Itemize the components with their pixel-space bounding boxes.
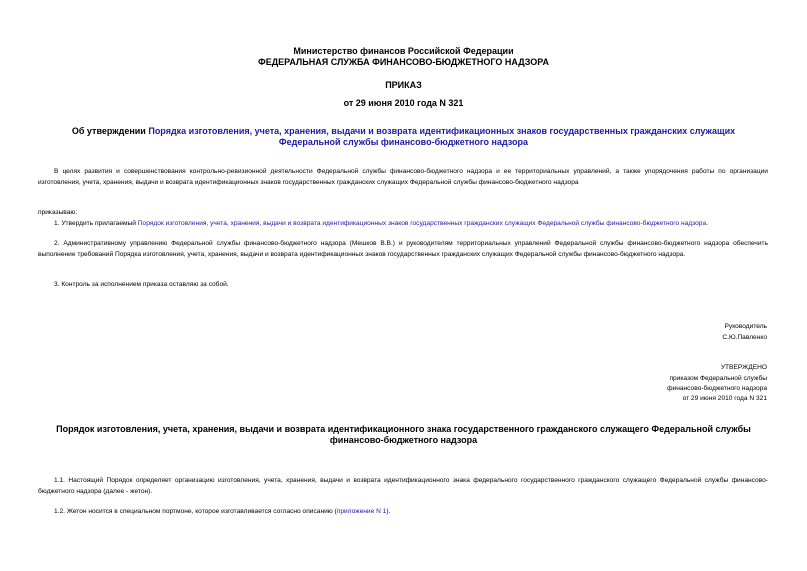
item-1-link[interactable]: Порядок изготовления, учета, хранения, выдачи и возврата идентификационных знаков государственных гражданских служащих Федеральной службы финансово-бюджетного надзора: [137, 220, 707, 227]
agency-name: ФЕДЕРАЛЬНАЯ СЛУЖБА ФИНАНСОВО-БЮДЖЕТНОГО НАДЗОРА: [258, 57, 549, 67]
procedure-p2-suffix: ).: [386, 508, 391, 515]
item-1-suffix: .: [706, 220, 708, 227]
ministry-name: Министерство финансов Российской Федерации: [293, 46, 514, 56]
order-title: [40, 126, 767, 148]
order-title-prefix: Об утверждении: [71, 126, 149, 136]
preamble: В целях развития и совершенствования контрольно-ревизионной деятельности Федеральной службы финансово-бюджетного надзора и ее территориальных управлений, а также упорядочения работы по организации изготовления, учета, хранения, выдачи и возврата идентификационных знаков государственных гражданских служащих Федеральной службы финансово-бюджетного надзора: [38, 168, 768, 186]
item-1: [38, 218, 768, 229]
approval-stamp-2: приказом Федеральной службы: [669, 375, 767, 382]
procedure-p2: [38, 506, 768, 517]
order-word: приказываю:: [38, 209, 78, 216]
doc-date: от 29 июня 2010 года N 321: [343, 98, 464, 108]
order-title-link[interactable]: Порядка изготовления, учета, хранения, выдачи и возврата идентификационных знаков государственных гражданских служащих Федеральной службы финансово-бюджетного надзора: [148, 126, 736, 147]
doc-type: ПРИКАЗ: [385, 80, 422, 90]
signature-position: Руководитель: [724, 323, 767, 330]
item-2: 2. Административному управлению Федеральной службы финансово-бюджетного надзора (Мешков В.В.) и руководителям территориальных управлений Федеральной службы финансово-бюджетного надзора обеспечить выполнение требований Порядка изготовления, учета, хранения, выдачи и возврата идентификационных знаков государственных гражданских служащих Федеральной службы финансово-бюджетного надзора.: [38, 240, 768, 258]
item-1-prefix: 1. Утвердить прилагаемый: [54, 220, 138, 227]
procedure-title: Порядок изготовления, учета, хранения, выдачи и возврата идентификационного знака государственного гражданского служащего Федеральной службы финансово-бюджетного надзора: [56, 424, 751, 445]
procedure-p1: 1.1. Настоящий Порядок определяет организацию изготовления, учета, хранения, выдачи и возврата идентификационного знака федерального государственного гражданского служащего Федеральной службы финансово-бюджетного надзора (далее - жетон).: [38, 477, 768, 495]
approval-stamp-3: финансово-бюджетного надзора: [667, 385, 767, 392]
signature-name: С.Ю.Павленко: [722, 334, 767, 341]
approval-stamp-4: от 29 июня 2010 года N 321: [682, 395, 767, 402]
procedure-p2-prefix: 1.2. Жетон носится в специальном портмоне, которое изготавливается согласно описанию (: [54, 508, 337, 515]
approval-stamp-1: УТВЕРЖДЕНО: [720, 364, 767, 371]
item-3: 3. Контроль за исполнением приказа оставляю за собой.: [54, 281, 229, 288]
appendix-1-link[interactable]: приложение N 1: [336, 508, 387, 515]
